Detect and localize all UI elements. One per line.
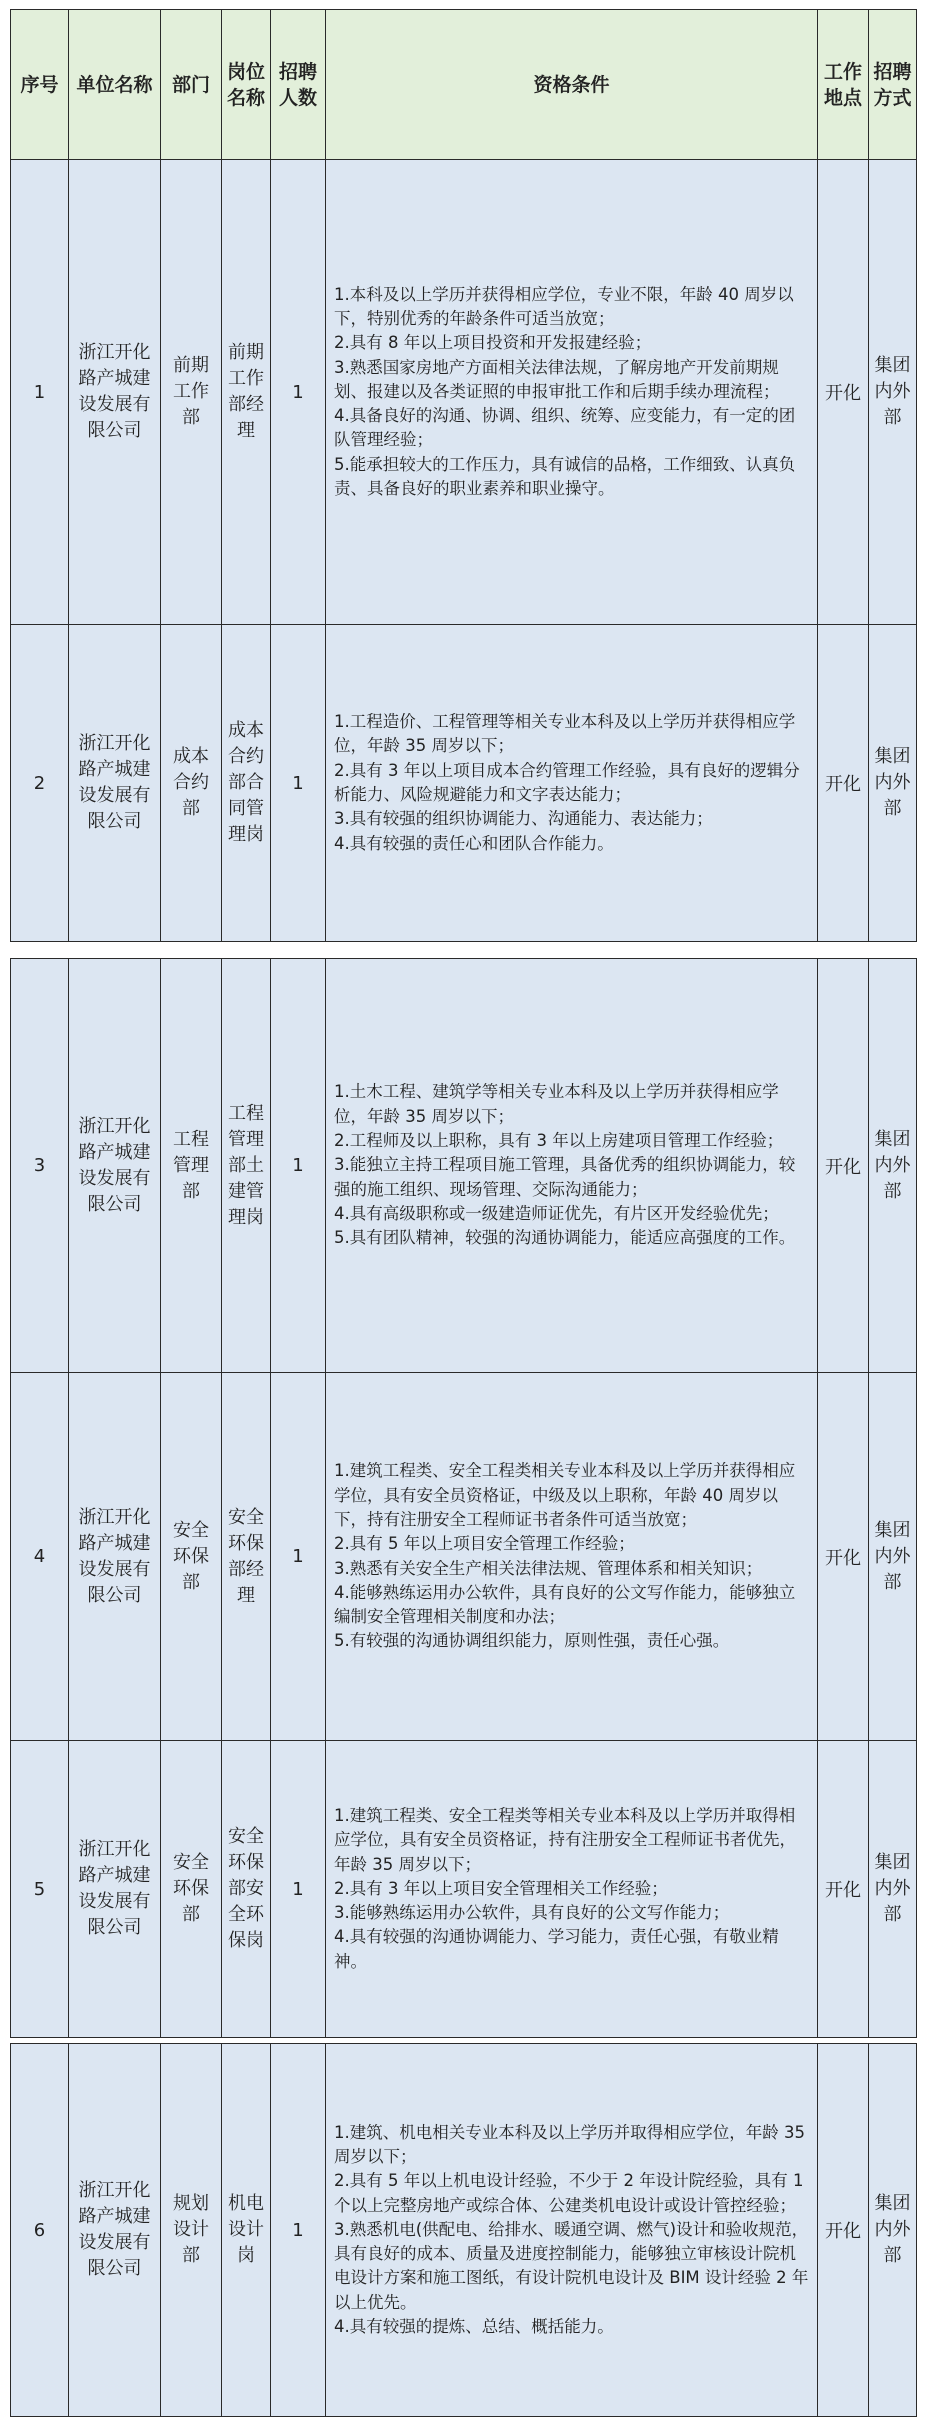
table-header-row (11, 10, 917, 160)
requirement-line: 2.具有 3 年以上项目安全管理相关工作经验； (334, 1878, 668, 1898)
header-count: 招聘人数 (271, 10, 326, 160)
table-row (11, 959, 917, 1373)
requirement-line: 1.建筑工程类、安全工程类相关专业本科及以上学历并获得相应学位，具有安全员资格证，中级及以上职称，年龄 40 周岁以下，持有注册安全工程师证书者条件可适当放宽； (334, 1461, 796, 1529)
requirement-line: 3.熟悉有关安全生产相关法律法规、管理体系和相关知识； (334, 1558, 763, 1578)
requirement-line: 3.熟悉机电(供配电、给排水、暖通空调、燃气)设计和验收规范，具有良好的成本、质量及进度控制能力，能够独立审核设计院机电设计方案和施工图纸，有设计院机电设计及 BIM 设计经验 2 年以上优先。 (334, 2219, 809, 2312)
row-requirements (326, 959, 818, 1373)
row-unit: 浙江开化路产城建设发展有限公司 (69, 625, 161, 942)
row-location: 开化 (818, 2044, 869, 2417)
header-no: 序号 (11, 10, 69, 160)
requirement-line: 5.能承担较大的工作压力，具有诚信的品格，工作细致、认真负责、具备良好的职业素养和职业操守。 (334, 454, 796, 499)
header-unit: 单位名称 (69, 10, 161, 160)
row-method: 集团内外部 (869, 1373, 917, 1741)
row-dept: 工程管理部 (161, 959, 222, 1373)
row-unit: 浙江开化路产城建设发展有限公司 (69, 2044, 161, 2417)
requirement-line: 3.熟悉国家房地产方面相关法律法规，了解房地产开发前期规划、报建以及各类证照的申报审批工作和后期手续办理流程； (334, 357, 780, 401)
row-count: 1 (271, 160, 326, 625)
row-requirements (326, 625, 818, 942)
recruitment-table-part-1 (10, 9, 917, 942)
row-location: 开化 (818, 160, 869, 625)
table-row (11, 1741, 917, 2038)
row-dept: 安全环保部 (161, 1741, 222, 2038)
requirement-line: 4.能够熟练运用办公软件，具有良好的公文写作能力，能够独立编制安全管理相关制度和办法； (334, 1582, 796, 1627)
requirement-line: 2.具有 5 年以上项目安全管理工作经验； (334, 1534, 635, 1554)
row-unit: 浙江开化路产城建设发展有限公司 (69, 1741, 161, 2038)
row-requirements (326, 160, 818, 625)
row-position: 前期工作部经理 (222, 160, 271, 625)
row-count: 1 (271, 625, 326, 942)
requirement-line: 4.具有较强的提炼、总结、概括能力。 (334, 2317, 614, 2337)
requirement-line: 4.具有高级职称或一级建造师证优先，有片区开发经验优先； (334, 1203, 779, 1223)
recruitment-table-part-2 (10, 958, 917, 2038)
requirement-line: 4.具有较强的责任心和团队合作能力。 (334, 833, 614, 853)
row-requirements (326, 2044, 818, 2417)
row-position: 成本合约部合同管理岗 (222, 625, 271, 942)
requirement-line: 2.具有 5 年以上机电设计经验，不少于 2 年设计院经验，具有 1 个以上完整房地产或综合体、公建类机电设计或设计管控经验； (334, 2171, 804, 2215)
table-row (11, 160, 917, 625)
row-position: 安全环保部安全环保岗 (222, 1741, 271, 2038)
requirement-line: 3.能独立主持工程项目施工管理，具备优秀的组织协调能力，较强的施工组织、现场管理、交际沟通能力； (334, 1155, 796, 1199)
row-dept: 安全环保部 (161, 1373, 222, 1741)
requirement-line: 1.建筑工程类、安全工程类等相关专业本科及以上学历并取得相应学位，具有安全员资格证，持有注册安全工程师证书者优先，年龄 35 周岁以下； (334, 1805, 796, 1874)
row-no: 5 (11, 1741, 69, 2038)
table-row (11, 1373, 917, 1741)
header-location: 工作地点 (818, 10, 869, 160)
row-unit: 浙江开化路产城建设发展有限公司 (69, 959, 161, 1373)
row-location: 开化 (818, 625, 869, 942)
row-unit: 浙江开化路产城建设发展有限公司 (69, 1373, 161, 1741)
row-method: 集团内外部 (869, 1741, 917, 2038)
requirement-line: 3.具有较强的组织协调能力、沟通能力、表达能力； (334, 809, 713, 829)
row-method: 集团内外部 (869, 2044, 917, 2417)
requirement-line: 1.建筑、机电相关专业本科及以上学历并取得相应学位，年龄 35 周岁以下； (334, 2122, 805, 2166)
requirement-line: 5.具有团队精神，较强的沟通协调能力，能适应高强度的工作。 (334, 1228, 796, 1248)
row-location: 开化 (818, 959, 869, 1373)
table-row (11, 2044, 917, 2417)
requirement-line: 5.有较强的沟通协调组织能力，原则性强，责任心强。 (334, 1631, 730, 1651)
row-no: 6 (11, 2044, 69, 2417)
requirement-line: 4.具有较强的沟通协调能力、学习能力，责任心强，有敬业精神。 (334, 1927, 779, 1971)
table-row (11, 625, 917, 942)
row-location: 开化 (818, 1741, 869, 2038)
requirement-line: 1.土木工程、建筑学等相关专业本科及以上学历并获得相应学位，年龄 35 周岁以下； (334, 1082, 779, 1126)
requirement-line: 4.具备良好的沟通、协调、组织、统筹、应变能力，有一定的团队管理经验； (334, 406, 796, 450)
row-method: 集团内外部 (869, 959, 917, 1373)
header-position: 岗位名称 (222, 10, 271, 160)
row-position: 机电设计岗 (222, 2044, 271, 2417)
row-dept: 成本合约部 (161, 625, 222, 942)
header-dept: 部门 (161, 10, 222, 160)
requirement-line: 2.具有 8 年以上项目投资和开发报建经验； (334, 333, 652, 353)
row-dept: 规划设计部 (161, 2044, 222, 2417)
row-no: 1 (11, 160, 69, 625)
row-requirements (326, 1373, 818, 1741)
row-position: 工程管理部土建管理岗 (222, 959, 271, 1373)
requirement-line: 2.工程师及以上职称，具有 3 年以上房建项目管理工作经验； (334, 1131, 784, 1151)
header-requirements: 资格条件 (326, 10, 818, 160)
row-no: 3 (11, 959, 69, 1373)
row-dept: 前期工作部 (161, 160, 222, 625)
row-position: 安全环保部经理 (222, 1373, 271, 1741)
requirement-line: 1.本科及以上学历并获得相应学位，专业不限，年龄 40 周岁以下，特别优秀的年龄条件可适当放宽； (334, 284, 794, 328)
row-unit: 浙江开化路产城建设发展有限公司 (69, 160, 161, 625)
row-count: 1 (271, 2044, 326, 2417)
header-method: 招聘方式 (869, 10, 917, 160)
row-method: 集团内外部 (869, 160, 917, 625)
row-count: 1 (271, 1373, 326, 1741)
row-method: 集团内外部 (869, 625, 917, 942)
row-requirements (326, 1741, 818, 2038)
row-no: 2 (11, 625, 69, 942)
requirement-line: 2.具有 3 年以上项目成本合约管理工作经验，具有良好的逻辑分析能力、风险规避能力和文字表达能力； (334, 760, 800, 804)
requirement-line: 1.工程造价、工程管理等相关专业本科及以上学历并获得相应学位，年龄 35 周岁以下； (334, 712, 796, 756)
row-count: 1 (271, 959, 326, 1373)
requirement-line: 3.能够熟练运用办公软件，具有良好的公文写作能力； (334, 1903, 730, 1923)
row-location: 开化 (818, 1373, 869, 1741)
row-count: 1 (271, 1741, 326, 2038)
recruitment-table-part-3 (10, 2043, 917, 2417)
row-no: 4 (11, 1373, 69, 1741)
